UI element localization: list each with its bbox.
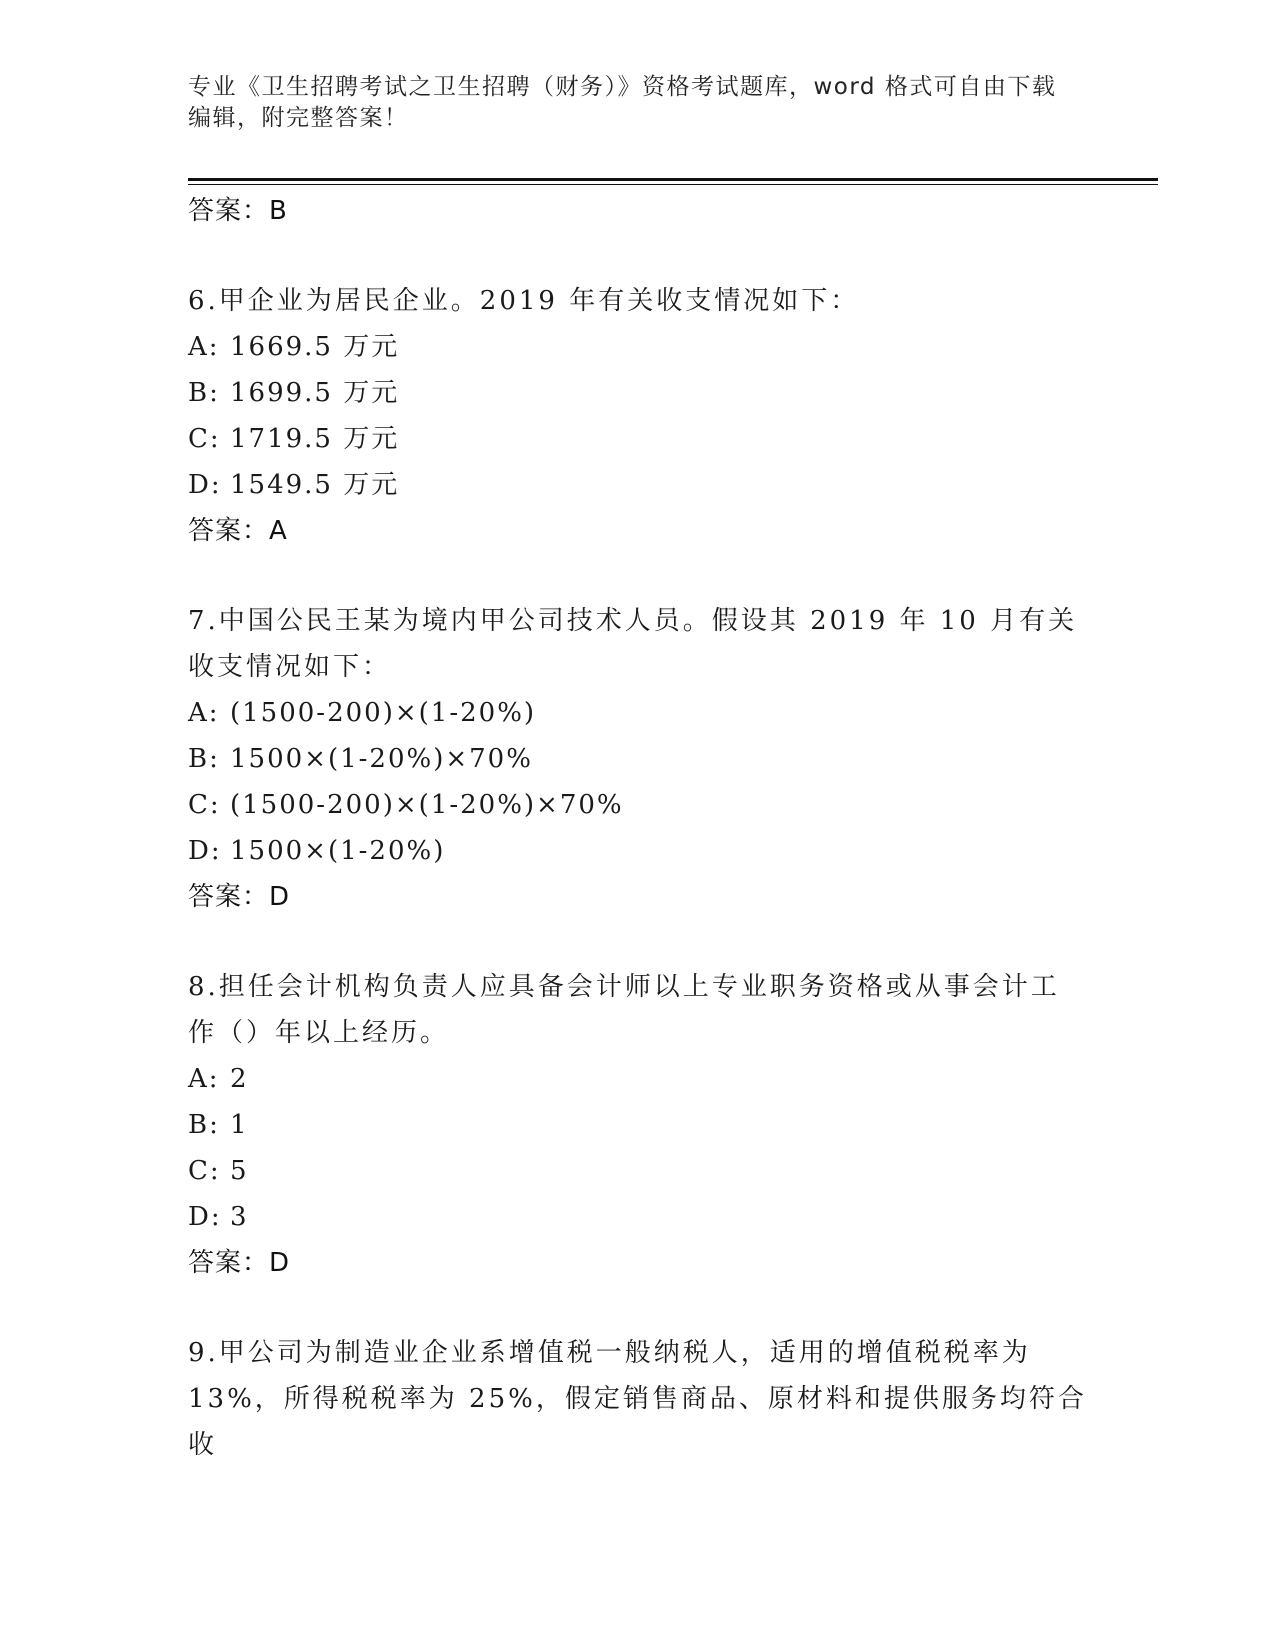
option-text: 1669.5 万元 <box>230 332 400 362</box>
question-item <box>188 598 1088 920</box>
question-stem: 8.担任会计机构负责人应具备会计师以上专业职务资格或从事会计工作（）年以上经历。 <box>188 972 1060 1048</box>
question-stem: 7.中国公民王某为境内甲公司技术人员。假设其 2019 年 10 月有关收支情况如下： <box>188 606 1078 682</box>
answer-line: 答案：A <box>188 516 288 546</box>
header-divider-thin <box>188 184 1158 185</box>
option-a <box>188 1056 1088 1102</box>
option-c <box>188 1148 1088 1194</box>
option-b <box>188 370 1088 416</box>
option-letter: A: <box>188 332 220 362</box>
option-d <box>188 828 1088 874</box>
option-letter: B: <box>188 1110 220 1140</box>
option-text: 1500×(1-20%)×70% <box>230 744 533 774</box>
option-b <box>188 1102 1088 1148</box>
option-letter: D: <box>188 836 222 866</box>
option-letter: A: <box>188 1064 220 1094</box>
option-d <box>188 462 1088 508</box>
question-stem: 6.甲企业为居民企业。2019 年有关收支情况如下： <box>188 286 860 316</box>
option-letter: C: <box>188 424 221 454</box>
option-a <box>188 324 1088 370</box>
option-text: 1500×(1-20%) <box>230 836 446 866</box>
answer-line: 答案：D <box>188 882 291 912</box>
option-c <box>188 782 1088 828</box>
question-list <box>188 188 1088 1468</box>
option-letter: C: <box>188 1156 221 1186</box>
option-text: 1 <box>230 1110 249 1140</box>
option-letter: D: <box>188 470 222 500</box>
option-c <box>188 416 1088 462</box>
option-text: 3 <box>230 1202 249 1232</box>
option-text: 1549.5 万元 <box>230 470 400 500</box>
header-divider-thick <box>188 178 1158 181</box>
option-letter: C: <box>188 790 221 820</box>
option-text: 1699.5 万元 <box>230 378 400 408</box>
option-b <box>188 736 1088 782</box>
answer-line: 答案：D <box>188 1248 291 1278</box>
question-item <box>188 1330 1088 1468</box>
option-letter: B: <box>188 378 220 408</box>
document-header: 专业《卫生招聘考试之卫生招聘（财务）》资格考试题库，word 格式可自由下载编辑，附完整答案！ <box>188 74 1057 131</box>
option-text: 2 <box>230 1064 249 1094</box>
option-a <box>188 690 1088 736</box>
option-letter: D: <box>188 1202 222 1232</box>
option-text: (1500-200)×(1-20%)×70% <box>230 790 624 820</box>
option-letter: A: <box>188 698 220 728</box>
answer-line: 答案：B <box>188 196 288 226</box>
option-text: 5 <box>230 1156 249 1186</box>
option-text: (1500-200)×(1-20%) <box>230 698 537 728</box>
option-letter: B: <box>188 744 220 774</box>
question-item <box>188 964 1088 1286</box>
question-stem: 9.甲公司为制造业企业系增值税一般纳税人，适用的增值税税率为 13%，所得税税率为 25%，假定销售商品、原材料和提供服务均符合收 <box>188 1338 1087 1460</box>
option-text: 1719.5 万元 <box>230 424 400 454</box>
question-item <box>188 278 1088 554</box>
option-d <box>188 1194 1088 1240</box>
